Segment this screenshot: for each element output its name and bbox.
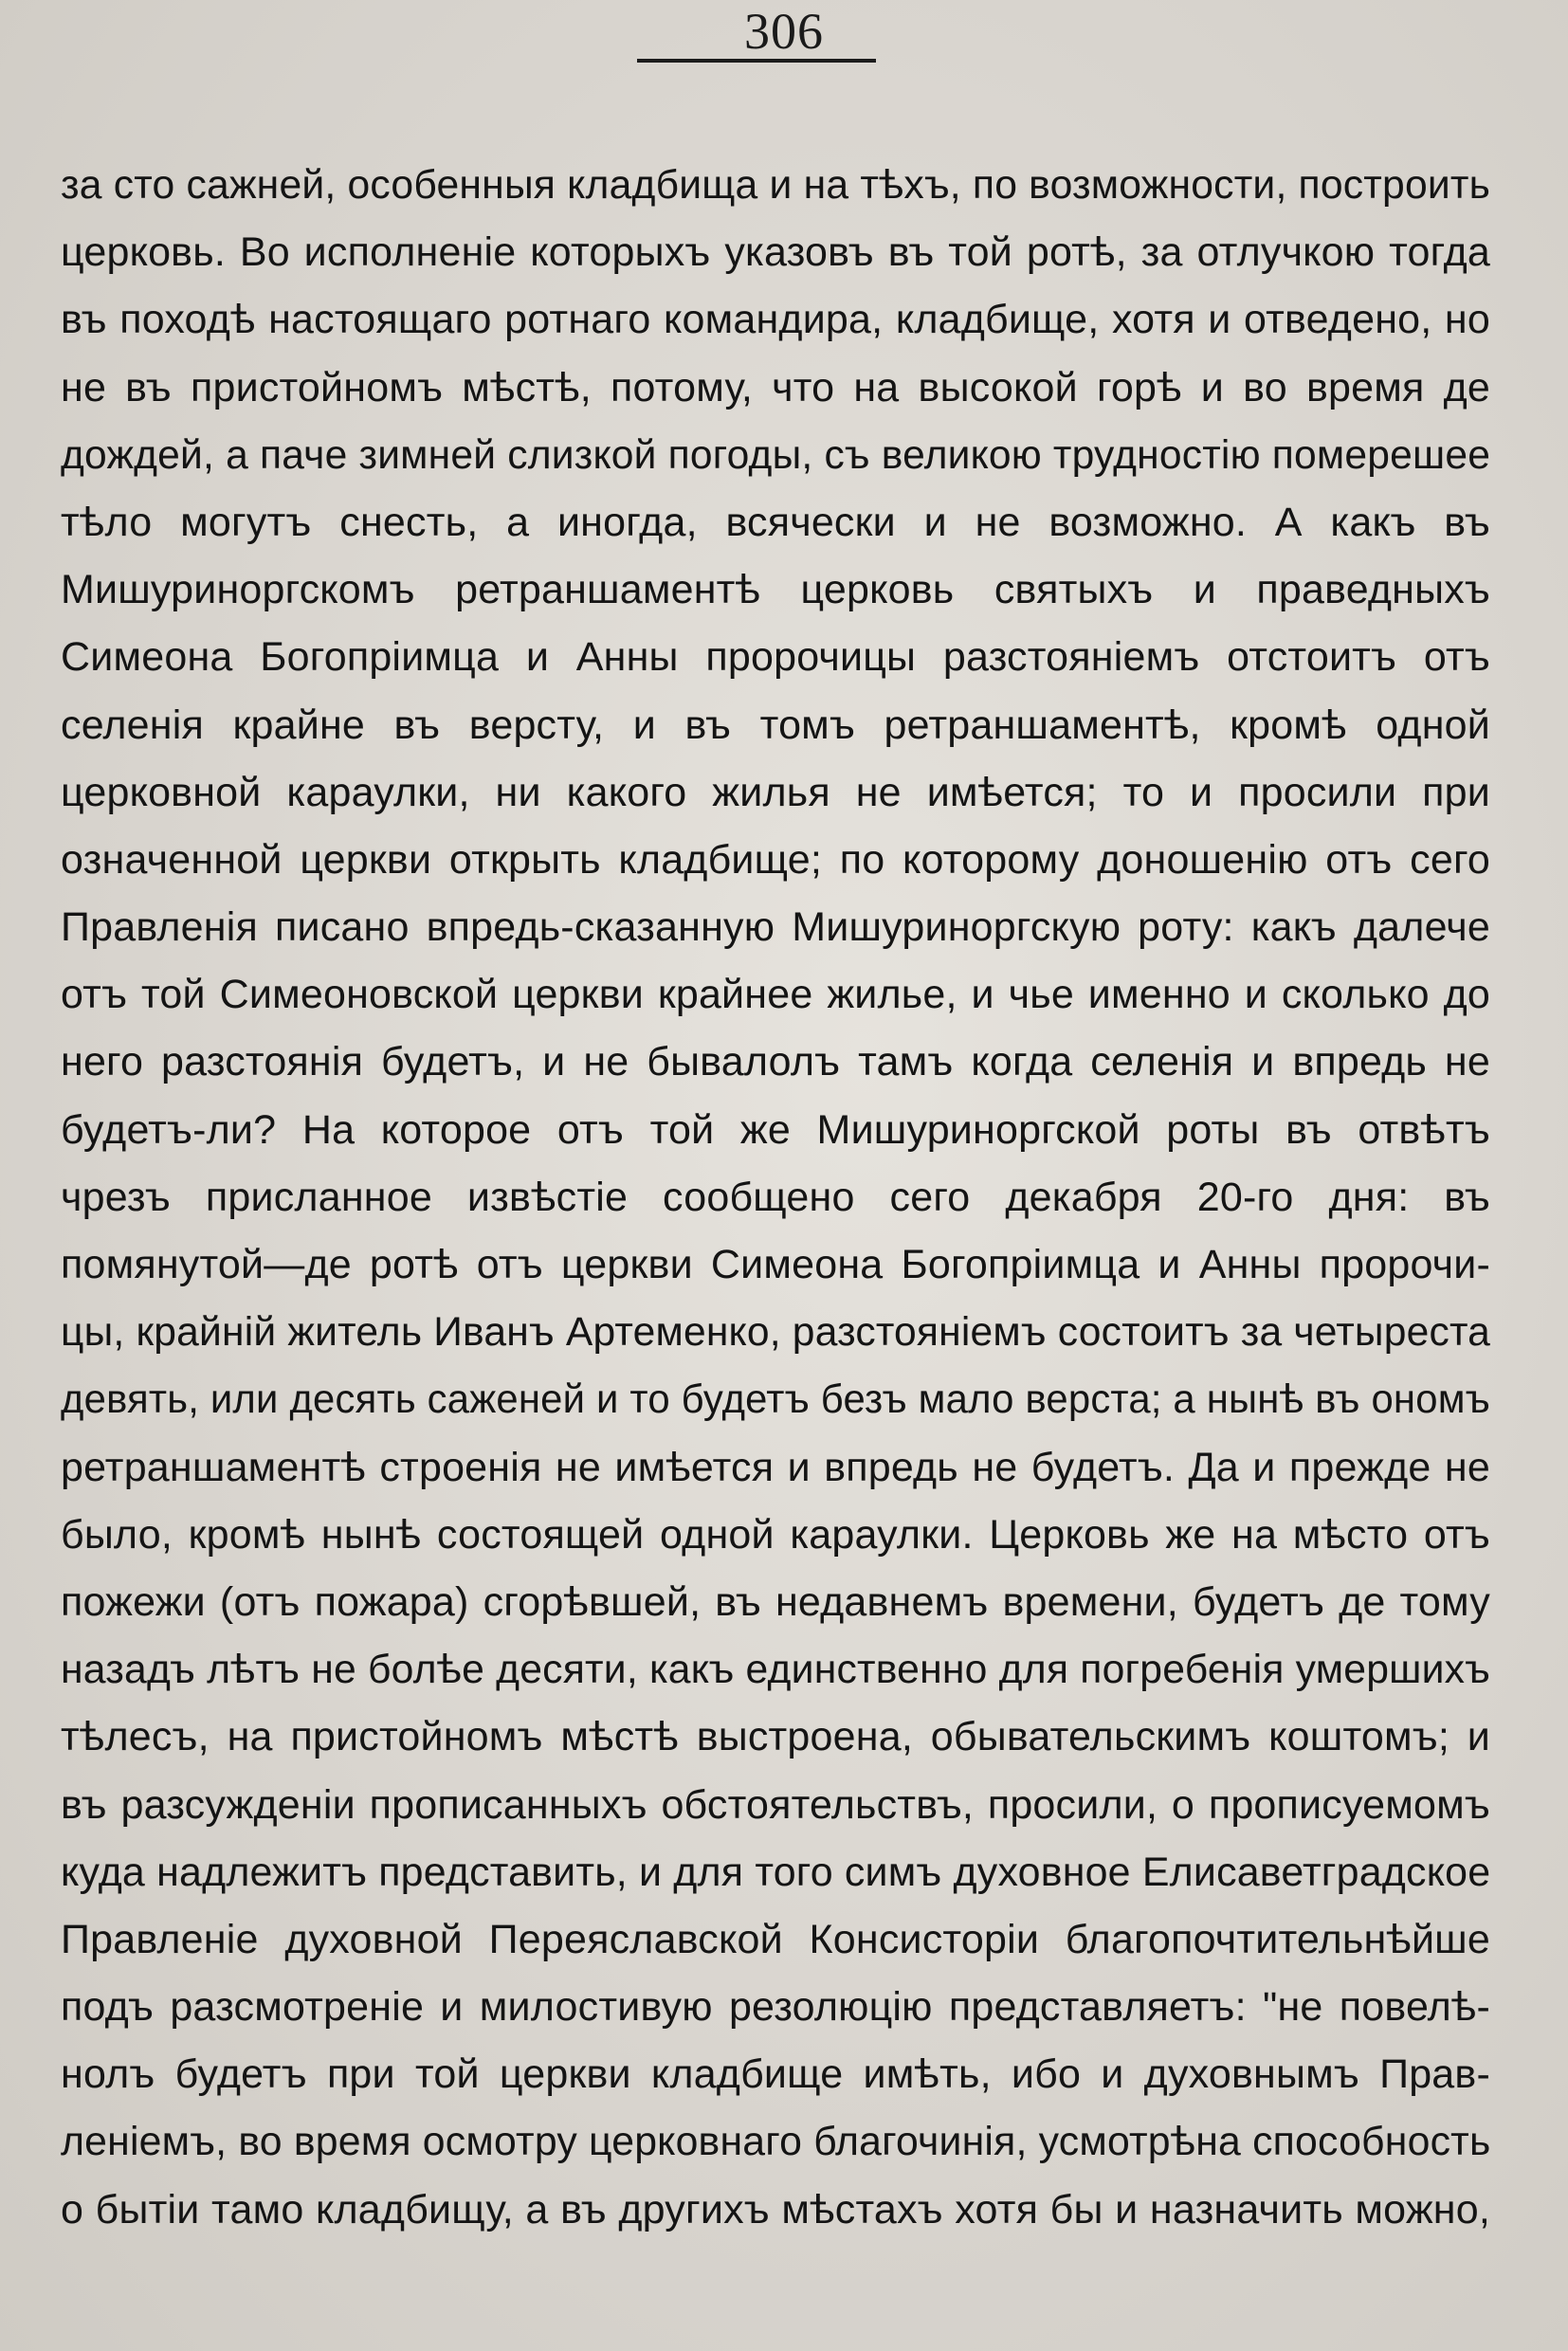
text-line: отъ той Симеоновской церкви крайнее жилье, и чье именно и сколько до	[61, 972, 1490, 1018]
text-line: Мишуриноргскомъ ретраншаментѣ церковь святыхъ и праведныхъ	[61, 567, 1490, 613]
text-line: цы, крайній житель Иванъ Артеменко, разстояніемъ состоитъ за четыреста	[61, 1309, 1491, 1356]
text-line: назадъ лѣтъ не болѣе десяти, какъ единственно для погребенія умершихъ	[61, 1647, 1491, 1693]
text-line: означенной церкви открыть кладбище; по которому доношенію отъ сего	[61, 836, 1490, 883]
text-line: куда надлежитъ представить, и для того симъ духовное Елисаветградское	[61, 1849, 1491, 1895]
text-line: ретраншаментѣ строенія не имѣется и впредь не будетъ. Да и прежде не	[61, 1444, 1490, 1490]
text-line: помянутой—де ротѣ отъ церкви Симеона Богопріимца и Анны пророчи-	[61, 1242, 1490, 1287]
text-line: подъ разсмотреніе и милостивую резолюцію представляетъ: "не повелѣ-	[61, 1984, 1490, 2031]
text-line: Симеона Богопріимца и Анны пророчицы разстояніемъ отстоитъ отъ	[61, 634, 1490, 681]
text-line: пожежи (отъ пожара) сгорѣвшей, въ недавнемъ времени, будетъ де тому	[61, 1578, 1490, 1625]
text-line: было, кромѣ нынѣ состоящей одной караулки. Церковь же на мѣсто отъ	[61, 1511, 1490, 1558]
page-number: 306	[744, 3, 824, 60]
text-line: дождей, а паче зимней слизкой погоды, съ великою трудностію померешее	[61, 431, 1491, 478]
text-line: нолъ будетъ при той церкви кладбище имѣть, ибо и духовнымъ Прав-	[61, 2051, 1490, 2098]
text-line: него разстоянія будетъ, и не бывалолъ тамъ когда селенія и впредь не	[61, 1039, 1490, 1085]
text-line: тѣло могутъ снесть, а иногда, всячески и не возможно. А какъ въ	[61, 499, 1490, 545]
text-line: Правленія писано впредь-сказанную Мишуриноргскую роту: какъ далече	[61, 904, 1490, 951]
text-line: леніемъ, во время осмотру церковнаго благочинія, усмотрѣна способность	[61, 2119, 1491, 2165]
text-line: за сто сажней, особенныя кладбища и на тѣхъ, по возможности, построить	[61, 162, 1491, 208]
text-line: селенія крайне въ версту, и въ томъ ретраншаментѣ, кромѣ одной	[61, 702, 1490, 748]
text-line: церковной караулки, ни какого жилья не имѣется; то и просили при	[61, 769, 1490, 815]
body-text	[61, 152, 1490, 2244]
text-line: о бытіи тамо кладбищу, а въ другихъ мѣстахъ хотя бы и назначить можно,	[61, 2186, 1490, 2233]
text-line: будетъ-ли? На которое отъ той же Мишуриноргской роты въ отвѣтъ	[61, 1106, 1490, 1153]
text-line: чрезъ присланное извѣстіе сообщено сего декабря 20-го дня: въ	[61, 1174, 1490, 1220]
header-rule	[637, 59, 876, 63]
text-line: церковь. Во исполненіе которыхъ указовъ въ той ротѣ, за отлучкою тогда	[61, 229, 1490, 276]
text-line: въ походѣ настоящаго ротнаго командира, кладбище, хотя и отведено, но	[61, 297, 1490, 343]
text-line: тѣлесъ, на пристойномъ мѣстѣ выстроена, обывательскимъ коштомъ; и	[61, 1714, 1490, 1760]
text-line: Правленіе духовной Переяславской Консисторіи благопочтительнѣйше	[61, 1916, 1490, 1962]
text-line: девять, или десять саженей и то будетъ безъ мало верста; а нынѣ въ ономъ	[61, 1376, 1490, 1423]
text-line: не въ пристойномъ мѣстѣ, потому, что на высокой горѣ и во время де	[61, 364, 1490, 410]
text-line: въ разсужденіи прописанныхъ обстоятельствъ, просили, о прописуемомъ	[61, 1781, 1490, 1828]
